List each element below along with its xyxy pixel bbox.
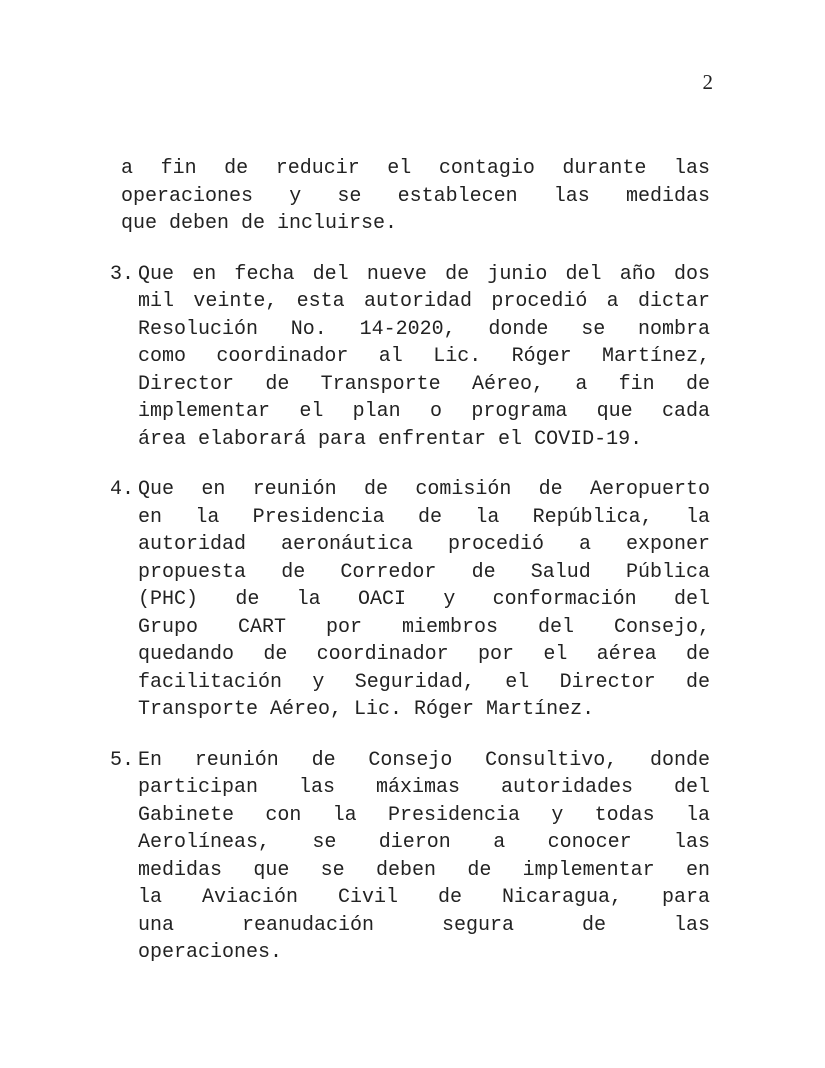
numbered-item xyxy=(110,747,825,967)
paragraph-line: Grupo CART por miembros del Consejo, xyxy=(138,615,710,639)
paragraph-line: Aerolíneas, se dieron a conocer las xyxy=(138,831,710,854)
paragraph-line: Que en reunión de comisión de Aeropuerto xyxy=(138,478,710,501)
item-number: 5. xyxy=(110,748,135,772)
paragraph-line: En reunión de Consejo Consultivo, donde xyxy=(138,748,710,772)
paragraph-line: Gabinete con la Presidencia y todas la xyxy=(138,803,710,827)
paragraph-line: Transporte Aéreo, Lic. Róger Martínez. xyxy=(138,698,595,721)
item-text xyxy=(138,261,710,454)
paragraph-line: mil veinte, esta autoridad procedió a dictar xyxy=(138,290,710,313)
paragraph-line: operaciones. xyxy=(138,941,283,964)
numbered-list xyxy=(0,261,825,967)
item-text xyxy=(138,747,710,967)
paragraph-line: la Aviación Civil de Nicaragua, para xyxy=(138,886,710,909)
paragraph-line: a fin de reducir el contagio durante las xyxy=(121,157,710,180)
paragraph-line: (PHC) de la OACI y conformación del xyxy=(138,588,710,611)
paragraph-line: autoridad aeronáutica procedió a exponer xyxy=(138,533,710,556)
paragraph-line: implementar el plan o programa que cada xyxy=(138,400,710,423)
page-number: 2 xyxy=(702,70,713,94)
item-number: 4. xyxy=(110,478,135,501)
page-content xyxy=(0,155,825,990)
paragraph-line: quedando de coordinador por el aérea de xyxy=(138,643,710,666)
item-number: 3. xyxy=(110,262,135,286)
paragraph-line: Resolución No. 14-2020, donde se nombra xyxy=(138,317,710,341)
paragraph-line: área elaborará para enfrentar el COVID-19. xyxy=(138,427,643,451)
numbered-item xyxy=(110,261,825,454)
intro-paragraph xyxy=(121,155,710,238)
paragraph-line: Que en fecha del nueve de junio del año dos xyxy=(138,262,710,286)
paragraph-line: facilitación y Seguridad, el Director de xyxy=(138,670,710,694)
paragraph-line: en la Presidencia de la República, la xyxy=(138,505,710,529)
item-text xyxy=(138,476,710,724)
paragraph-line: participan las máximas autoridades del xyxy=(138,776,710,799)
paragraph-line: medidas que se deben de implementar en xyxy=(138,858,710,882)
paragraph-line: operaciones y se establecen las medidas xyxy=(121,184,710,208)
paragraph-line: como coordinador al Lic. Róger Martínez, xyxy=(138,345,710,368)
numbered-item xyxy=(110,476,825,724)
paragraph-line: Director de Transporte Aéreo, a fin de xyxy=(138,372,710,396)
paragraph-line: propuesta de Corredor de Salud Pública xyxy=(138,560,710,584)
paragraph-line: que deben de incluirse. xyxy=(121,212,398,235)
paragraph-line: una reanudación segura de las xyxy=(138,913,710,937)
